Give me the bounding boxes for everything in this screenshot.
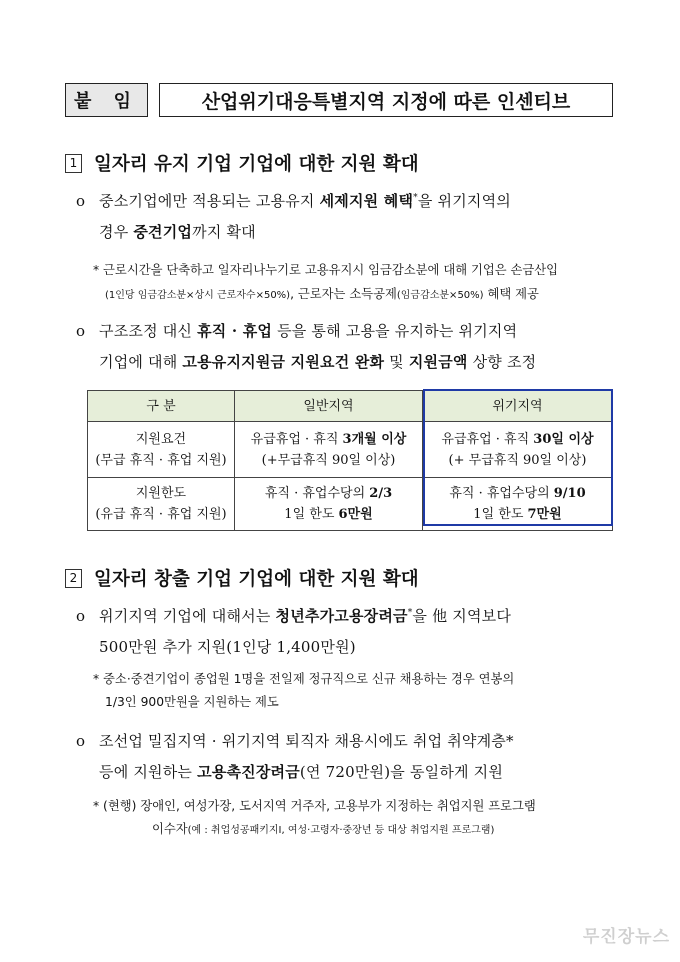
footnote-mark: *: [413, 193, 418, 203]
text: 기업에 대해: [99, 353, 183, 371]
text: 휴직 · 휴업수당의: [449, 486, 554, 501]
emphasis: 7만원: [527, 507, 562, 522]
text: [423, 504, 612, 525]
emphasis: 3개월 이상: [342, 431, 407, 447]
emphasis: 30일 이상: [533, 431, 594, 447]
bullet-marker: o: [76, 192, 86, 210]
emphasis: 세제지원 혜택: [319, 192, 414, 210]
text: 경우: [99, 223, 134, 241]
text: [235, 504, 422, 525]
s2-b1-line1: [99, 605, 511, 626]
text: (예 : 취업성공패키지Ⅰ, 여성·고령자·중장년 등 대상 취업지원 프로그램): [187, 825, 495, 836]
s2-b2-line2: [99, 761, 503, 782]
s1-b1-line2: [99, 221, 256, 242]
emphasis: 중견기업: [133, 223, 193, 241]
text: 이수자: [152, 822, 188, 836]
s2-note1-line1: * 중소·중견기업이 종업원 1명을 전일제 정규직으로 신규 채용하는 경우 연봉의: [93, 672, 515, 686]
text: 까지 확대: [192, 223, 256, 241]
emphasis: 청년추가고용장려금: [275, 607, 408, 625]
text: 지원요건: [135, 431, 187, 447]
table-row: [88, 422, 613, 478]
s1-b2-line1: [99, 320, 517, 341]
page-title: [159, 83, 613, 117]
emphasis: 2/3: [369, 486, 393, 501]
s2-b1-line2: 500만원 추가 지원(1인당 1,400만원): [99, 638, 356, 656]
table-header-category: 구 분: [88, 391, 235, 422]
table-cell-label: [88, 422, 235, 478]
s1-b1-line1: [99, 190, 511, 211]
text: [423, 483, 612, 504]
text: 을 他 지역보다: [412, 607, 512, 625]
s2-note1-line2: 1/3인 900만원을 지원하는 제도: [105, 695, 279, 709]
table-cell-general: [235, 422, 423, 478]
text: [423, 429, 612, 450]
text: (+ 무급휴직 90일 이상): [448, 452, 587, 468]
emphasis: 고용촉진장려금: [197, 763, 300, 781]
s1-b2-line2: [99, 351, 536, 372]
text: [235, 483, 422, 504]
text: 유급휴업 · 휴직: [250, 431, 343, 447]
emphasis: 휴직 · 휴업: [197, 322, 273, 340]
s1-note1-line2: [105, 284, 539, 302]
text: 등에 지원하는: [99, 763, 198, 781]
text: 1일 한도: [473, 507, 528, 522]
table-cell-crisis: [423, 478, 613, 531]
emphasis: 지원금액: [408, 353, 468, 371]
text: 상향 조정: [467, 353, 537, 371]
support-comparison-table: [87, 390, 613, 531]
text: 1일 한도: [284, 507, 339, 522]
watermark-logo: 무진장뉴스: [582, 927, 670, 947]
s2-note2-line1: * (현행) 장애인, 여성가장, 도서지역 거주자, 고용부가 지정하는 취업지원 프로그램: [93, 799, 536, 813]
section-2-title: [65, 565, 419, 591]
text: , 근로자는 소득공제: [290, 287, 397, 301]
text: 및: [384, 353, 409, 371]
section-1-number: 1: [65, 154, 82, 173]
text: 위기지역 기업에 대해서는: [99, 607, 276, 625]
attachment-tag-text: 붙 임: [73, 91, 140, 112]
page-title-text: 산업위기대응특별지역 지정에 따른 인센티브: [201, 90, 571, 113]
table-header-crisis: 위기지역: [423, 391, 613, 422]
s2-note2-line2: [152, 819, 494, 837]
text: 구조조정 대신: [99, 322, 198, 340]
table-cell-label: [88, 478, 235, 531]
section-2-number: 2: [65, 569, 82, 588]
bullet-marker: o: [76, 322, 86, 340]
text: 등을 통해 고용을 유지하는 위기지역: [272, 322, 518, 340]
text: (무급 휴직 · 휴업 지원): [95, 452, 227, 468]
text: 지원한도: [135, 486, 187, 501]
emphasis: 9/10: [553, 486, 586, 501]
section-1-title: [65, 150, 419, 176]
text: 휴직 · 휴업수당의: [264, 486, 370, 501]
table-cell-general: [235, 478, 423, 531]
bullet-marker: o: [76, 732, 86, 750]
emphasis: 고용유지지원금 지원요건 완화: [182, 353, 385, 371]
bullet-marker: o: [76, 607, 86, 625]
text: (+무급휴직 90일 이상): [261, 452, 396, 468]
emphasis: 6만원: [338, 507, 373, 522]
text: (연 720만원)을 동일하게 지원: [299, 763, 504, 781]
text: 중소기업에만 적용되는 고용유지: [99, 192, 320, 210]
table-header-row: [88, 391, 613, 422]
text: (유급 휴직 · 휴업 지원): [95, 507, 227, 522]
text: (1인당 임금감소분×상시 근로자수×50%): [105, 290, 291, 301]
text: [235, 429, 422, 450]
section-1-title-text: 일자리 유지 기업 기업에 대한 지원 확대: [94, 154, 419, 175]
table-cell-crisis: [423, 422, 613, 478]
s2-b2-line1: 조선업 밀집지역 · 위기지역 퇴직자 채용시에도 취업 취약계층*: [99, 732, 514, 750]
section-2-title-text: 일자리 창출 기업 기업에 대한 지원 확대: [94, 569, 419, 590]
table-header-general: 일반지역: [235, 391, 423, 422]
text: 을 위기지역의: [417, 192, 511, 210]
text: (임금감소분×50%): [396, 290, 484, 301]
footnote-mark: *: [407, 608, 413, 618]
text: 유급휴업 · 휴직: [441, 431, 534, 447]
attachment-tag: [65, 83, 148, 117]
table-row: [88, 478, 613, 531]
text: 혜택 제공: [483, 287, 539, 301]
s1-note1-line1: * 근로시간을 단축하고 일자리나누기로 고용유지시 임금감소분에 대해 기업은 손금산입: [93, 263, 559, 277]
